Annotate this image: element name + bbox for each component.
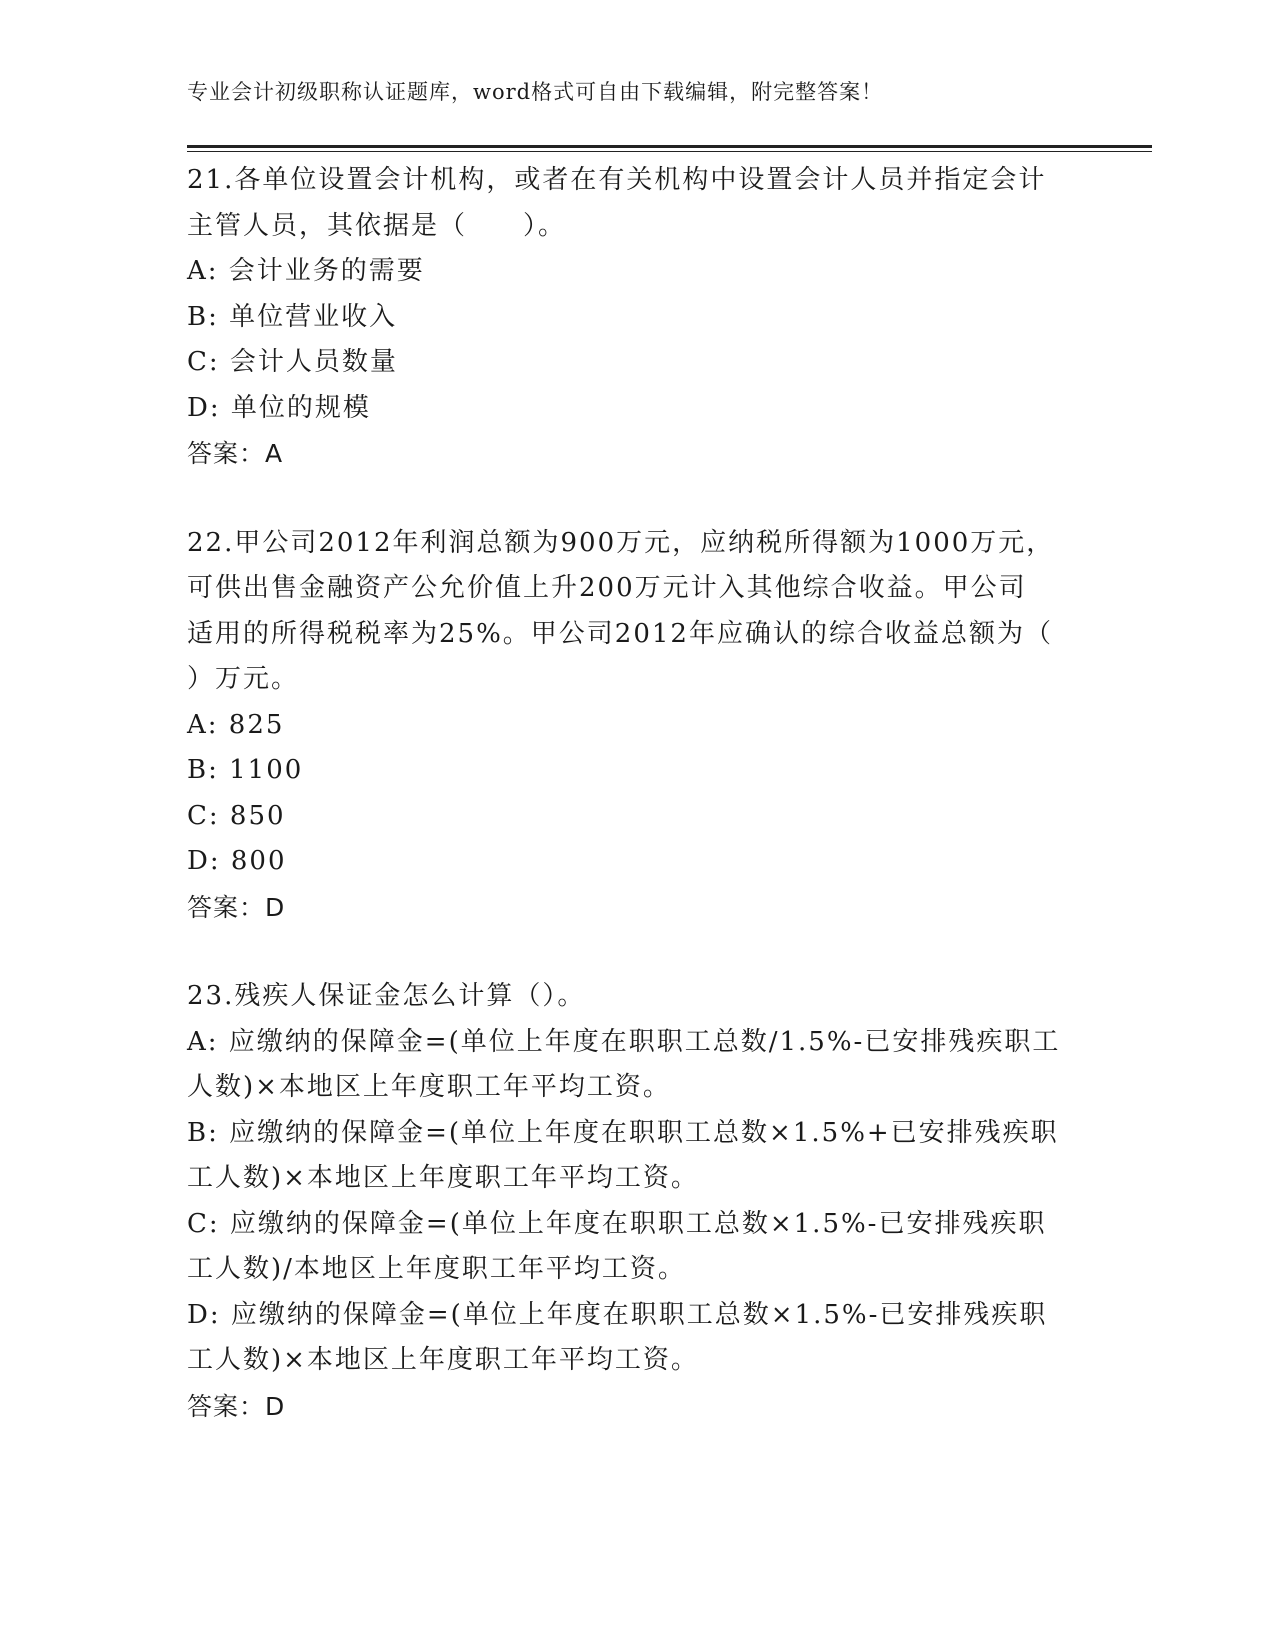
- option-a: [187, 1020, 1087, 1111]
- question-list: [187, 158, 1087, 1429]
- question-stem: [187, 158, 1087, 249]
- option-b: [187, 295, 1087, 341]
- question-stem: [187, 974, 1087, 1020]
- option-c: [187, 1202, 1087, 1293]
- option-line: D: 应缴纳的保障金=(单位上年度在职职工总数×1.5%-已安排残疾职: [187, 1299, 1048, 1330]
- option-d: [187, 386, 1087, 432]
- question-23: [187, 974, 1087, 1429]
- option-b: [187, 1111, 1087, 1202]
- header-divider-thin: [187, 151, 1152, 152]
- option-line: C: 会计人员数量: [187, 347, 398, 377]
- stem-line: 21.各单位设置会计机构，或者在有关机构中设置会计人员并指定会计: [187, 165, 1047, 195]
- stem-line: 主管人员，其依据是（ ）。: [187, 210, 567, 241]
- option-line: B: 应缴纳的保障金=(单位上年度在职职工总数×1.5%+已安排残疾职: [187, 1117, 1059, 1148]
- option-line: 人数)×本地区上年度职工年平均工资。: [187, 1072, 671, 1102]
- option-a: [187, 703, 1087, 749]
- option-line: D: 800: [187, 846, 287, 876]
- option-d: [187, 1293, 1087, 1384]
- option-b: [187, 748, 1087, 794]
- stem-line: 23.残疾人保证金怎么计算（）。: [187, 981, 586, 1011]
- option-a: [187, 249, 1087, 295]
- option-line: 工人数)×本地区上年度职工年平均工资。: [187, 1163, 699, 1193]
- option-c: [187, 794, 1087, 840]
- answer-line: 答案：D: [187, 892, 286, 922]
- option-line: A: 825: [187, 709, 285, 740]
- option-line: 工人数)×本地区上年度职工年平均工资。: [187, 1345, 699, 1375]
- answer-line: 答案：D: [187, 1391, 286, 1421]
- question-22: [187, 521, 1087, 931]
- option-line: B: 单位营业收入: [187, 301, 398, 332]
- option-d: [187, 839, 1087, 885]
- option-line: C: 850: [187, 800, 286, 831]
- option-line: 工人数)/本地区上年度职工年平均工资。: [187, 1254, 686, 1284]
- stem-line: 适用的所得税税率为25%。甲公司2012年应确认的综合收益总额为（: [187, 618, 1053, 649]
- stem-line: 22.甲公司2012年利润总额为900万元，应纳税所得额为1000万元，: [187, 527, 1055, 558]
- stem-line: ）万元。: [187, 664, 300, 694]
- question-21: [187, 158, 1087, 477]
- stem-line: 可供出售金融资产公允价值上升200万元计入其他综合收益。甲公司: [187, 573, 1027, 603]
- header-divider-thick: [187, 145, 1152, 148]
- option-line: A: 应缴纳的保障金=(单位上年度在职职工总数/1.5%-已安排残疾职工: [187, 1026, 1061, 1057]
- question-stem: [187, 521, 1087, 703]
- answer-line: 答案：A: [187, 439, 284, 468]
- option-line: D: 单位的规模: [187, 392, 371, 423]
- option-line: B: 1100: [187, 755, 304, 785]
- option-c: [187, 340, 1087, 386]
- option-line: C: 应缴纳的保障金=(单位上年度在职职工总数×1.5%-已安排残疾职: [187, 1208, 1047, 1239]
- document-header-note: 专业会计初级职称认证题库，word格式可自由下载编辑，附完整答案！: [187, 80, 884, 104]
- option-line: A: 会计业务的需要: [187, 256, 425, 286]
